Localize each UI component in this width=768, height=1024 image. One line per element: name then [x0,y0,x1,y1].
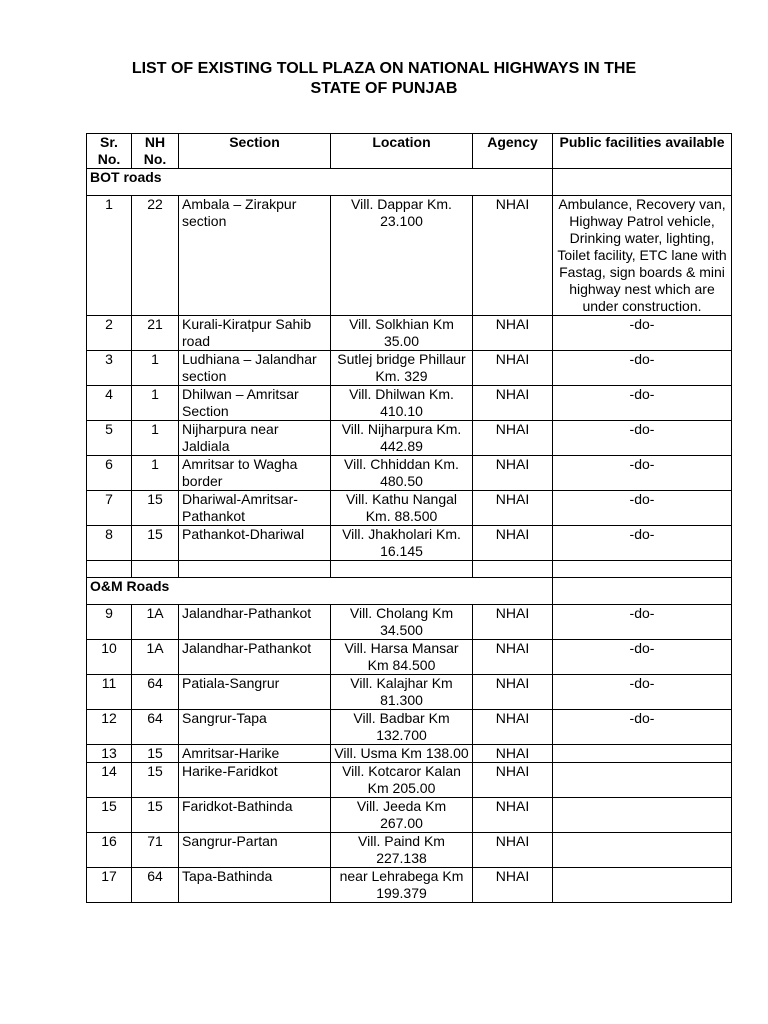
toll-plaza-table [86,133,732,903]
cell-sr-no: 15 [87,798,132,833]
cell-location: Sutlej bridge Phillaur Km. 329 [331,351,473,386]
table-row [87,456,732,491]
cell-agency: NHAI [473,605,553,640]
cell-section: Ambala – Zirakpur section [179,196,331,316]
cell-section: Amritsar-Harike [179,745,331,763]
empty-cell [473,561,553,578]
cell-agency: NHAI [473,316,553,351]
cell-nh-no: 1 [132,351,179,386]
cell-location: Vill. Solkhian Km 35.00 [331,316,473,351]
table-header-row [87,134,732,169]
cell-sr-no: 6 [87,456,132,491]
header-section: Section [179,134,331,169]
cell-section: Faridkot-Bathinda [179,798,331,833]
cell-public-facilities [553,868,732,903]
table-body [87,169,732,903]
title-line-2: STATE OF PUNJAB [310,80,458,97]
cell-public-facilities: -do- [553,675,732,710]
cell-nh-no: 64 [132,868,179,903]
cell-sr-no: 2 [87,316,132,351]
cell-nh-no: 71 [132,833,179,868]
cell-agency: NHAI [473,745,553,763]
cell-public-facilities: -do- [553,386,732,421]
cell-sr-no: 16 [87,833,132,868]
cell-section: Dhilwan – Amritsar Section [179,386,331,421]
cell-section: Jalandhar-Pathankot [179,605,331,640]
cell-section: Patiala-Sangrur [179,675,331,710]
cell-location: Vill. Dhilwan Km. 410.10 [331,386,473,421]
cell-nh-no: 15 [132,491,179,526]
cell-section: Amritsar to Wagha border [179,456,331,491]
cell-public-facilities: -do- [553,491,732,526]
cell-public-facilities [553,745,732,763]
cell-section: Kurali-Kiratpur Sahib road [179,316,331,351]
cell-nh-no: 15 [132,763,179,798]
table-row [87,386,732,421]
table-row [87,763,732,798]
group-label-filler [553,578,732,605]
cell-public-facilities: -do- [553,640,732,675]
cell-section: Ludhiana – Jalandhar section [179,351,331,386]
cell-agency: NHAI [473,491,553,526]
cell-sr-no: 3 [87,351,132,386]
table-row [87,745,732,763]
cell-nh-no: 1 [132,421,179,456]
cell-agency: NHAI [473,386,553,421]
cell-section: Sangrur-Partan [179,833,331,868]
cell-location: Vill. Kotcaror Kalan Km 205.00 [331,763,473,798]
cell-agency: NHAI [473,710,553,745]
cell-agency: NHAI [473,868,553,903]
empty-cell [87,561,132,578]
table-row [87,351,732,386]
cell-nh-no: 1A [132,640,179,675]
cell-public-facilities: -do- [553,526,732,561]
title-line-1: LIST OF EXISTING TOLL PLAZA ON NATIONAL HIGHWAYS IN THE [131,60,637,77]
cell-public-facilities: -do- [553,605,732,640]
table-row [87,316,732,351]
table-row [87,605,732,640]
table-row [87,491,732,526]
cell-location: Vill. Nijharpura Km. 442.89 [331,421,473,456]
cell-location: Vill. Kathu Nangal Km. 88.500 [331,491,473,526]
table-row [87,675,732,710]
header-nh-no: NH No. [132,134,179,169]
cell-public-facilities [553,763,732,798]
cell-nh-no: 1 [132,456,179,491]
cell-location: Vill. Jhakholari Km. 16.145 [331,526,473,561]
cell-agency: NHAI [473,351,553,386]
cell-agency: NHAI [473,196,553,316]
cell-agency: NHAI [473,421,553,456]
table-row [87,868,732,903]
cell-section: Pathankot-Dhariwal [179,526,331,561]
cell-agency: NHAI [473,833,553,868]
cell-sr-no: 11 [87,675,132,710]
header-sr-no: Sr. No. [87,134,132,169]
cell-agency: NHAI [473,763,553,798]
cell-agency: NHAI [473,526,553,561]
group-label: BOT roads [87,169,553,196]
empty-row [87,561,732,578]
header-agency: Agency [473,134,553,169]
cell-agency: NHAI [473,640,553,675]
cell-sr-no: 5 [87,421,132,456]
cell-location: Vill. Badbar Km 132.700 [331,710,473,745]
cell-agency: NHAI [473,456,553,491]
cell-public-facilities [553,833,732,868]
cell-nh-no: 15 [132,526,179,561]
cell-section: Nijharpura near Jaldiala [179,421,331,456]
cell-nh-no: 64 [132,675,179,710]
cell-sr-no: 8 [87,526,132,561]
cell-section: Dhariwal-Amritsar-Pathankot [179,491,331,526]
cell-nh-no: 1 [132,386,179,421]
cell-section: Sangrur-Tapa [179,710,331,745]
cell-nh-no: 1A [132,605,179,640]
table-row [87,798,732,833]
group-label-filler [553,169,732,196]
table-row [87,640,732,675]
empty-cell [331,561,473,578]
cell-sr-no: 10 [87,640,132,675]
cell-location: Vill. Dappar Km. 23.100 [331,196,473,316]
document-title [60,59,708,99]
header-public-facilities: Public facilities available [553,134,732,169]
table-row [87,421,732,456]
cell-section: Harike-Faridkot [179,763,331,798]
cell-nh-no: 15 [132,745,179,763]
cell-nh-no: 21 [132,316,179,351]
cell-location: Vill. Chhiddan Km. 480.50 [331,456,473,491]
cell-sr-no: 13 [87,745,132,763]
cell-location: near Lehrabega Km 199.379 [331,868,473,903]
cell-nh-no: 64 [132,710,179,745]
cell-location: Vill. Jeeda Km 267.00 [331,798,473,833]
cell-nh-no: 15 [132,798,179,833]
cell-sr-no: 4 [87,386,132,421]
cell-public-facilities: -do- [553,456,732,491]
group-header-row [87,169,732,196]
cell-sr-no: 9 [87,605,132,640]
table-row [87,833,732,868]
cell-section: Tapa-Bathinda [179,868,331,903]
group-header-row [87,578,732,605]
empty-cell [132,561,179,578]
empty-cell [179,561,331,578]
cell-section: Jalandhar-Pathankot [179,640,331,675]
cell-location: Vill. Paind Km 227.138 [331,833,473,868]
cell-public-facilities: -do- [553,351,732,386]
cell-sr-no: 7 [87,491,132,526]
table-row [87,526,732,561]
cell-public-facilities [553,798,732,833]
header-location: Location [331,134,473,169]
cell-location: Vill. Cholang Km 34.500 [331,605,473,640]
table-row [87,710,732,745]
cell-agency: NHAI [473,798,553,833]
table-row [87,196,732,316]
empty-cell [553,561,732,578]
cell-location: Vill. Usma Km 138.00 [331,745,473,763]
group-label: O&M Roads [87,578,553,605]
cell-sr-no: 12 [87,710,132,745]
cell-nh-no: 22 [132,196,179,316]
cell-location: Vill. Harsa Mansar Km 84.500 [331,640,473,675]
cell-sr-no: 14 [87,763,132,798]
cell-public-facilities: -do- [553,316,732,351]
cell-public-facilities: -do- [553,421,732,456]
cell-sr-no: 1 [87,196,132,316]
cell-public-facilities: -do- [553,710,732,745]
cell-location: Vill. Kalajhar Km 81.300 [331,675,473,710]
cell-sr-no: 17 [87,868,132,903]
cell-agency: NHAI [473,675,553,710]
cell-public-facilities: Ambulance, Recovery van, Highway Patrol vehicle, Drinking water, lighting, Toilet facility, ETC lane with Fastag, sign boards & mini highway nest which are under construction. [553,196,732,316]
